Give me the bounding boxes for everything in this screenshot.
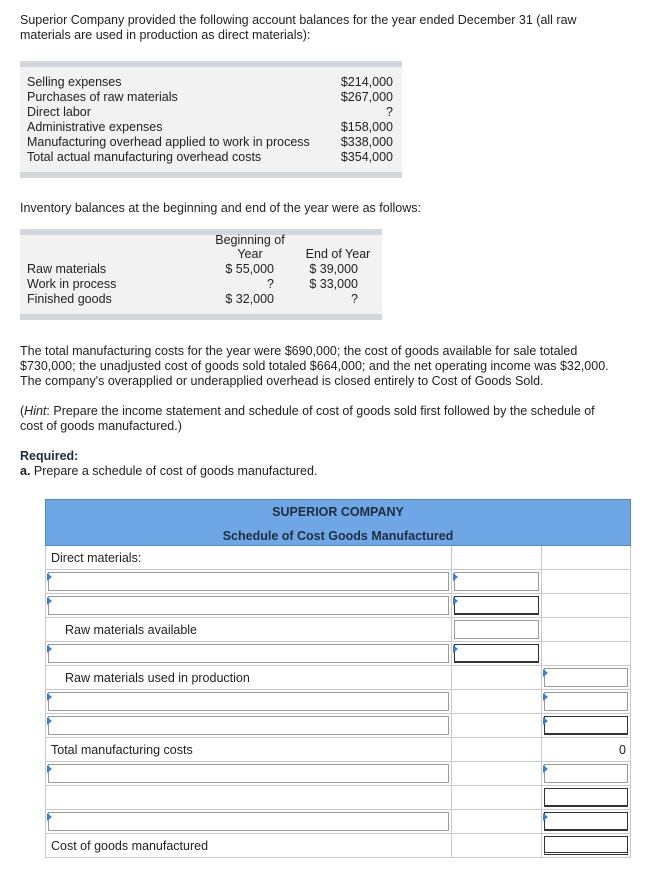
account-label: Total actual manufacturing overhead costs bbox=[27, 150, 262, 164]
accounts-table-top-bar bbox=[20, 61, 402, 67]
amount-input[interactable] bbox=[544, 716, 628, 735]
dropdown-arrow-icon bbox=[47, 693, 52, 701]
hint-open: ( bbox=[20, 404, 25, 418]
label-input[interactable] bbox=[48, 764, 449, 783]
required-letter: a. bbox=[20, 464, 31, 478]
dropdown-arrow-icon bbox=[47, 717, 52, 725]
raw-materials-available-label: Raw materials available bbox=[65, 623, 198, 637]
total-manufacturing-costs-value: 0 bbox=[619, 743, 626, 757]
label-input[interactable] bbox=[48, 692, 449, 711]
account-label: Direct labor bbox=[27, 105, 91, 119]
inventory-row-begin: ? bbox=[267, 277, 274, 291]
paragraph-line-3: The company's overapplied or underapplied overhead is closed entirely to Cost of Goods Sold. bbox=[20, 374, 544, 388]
required-title: Required: bbox=[20, 449, 79, 463]
dropdown-arrow-icon bbox=[47, 813, 52, 821]
account-label: Selling expenses bbox=[27, 75, 122, 89]
input-arrow-icon bbox=[453, 645, 458, 653]
dropdown-arrow-icon bbox=[47, 573, 52, 581]
amount-input[interactable] bbox=[454, 644, 539, 663]
schedule-row bbox=[45, 810, 631, 834]
total-manufacturing-costs-label: Total manufacturing costs bbox=[51, 743, 193, 757]
raw-materials-used-input[interactable] bbox=[544, 668, 628, 687]
label-input[interactable] bbox=[48, 572, 449, 591]
inventory-row-label: Finished goods bbox=[27, 292, 112, 306]
schedule-row bbox=[45, 666, 631, 690]
amount-input[interactable] bbox=[454, 596, 539, 615]
input-arrow-icon bbox=[543, 717, 548, 725]
account-label: Administrative expenses bbox=[27, 120, 163, 134]
schedule-row bbox=[45, 690, 631, 714]
schedule-row bbox=[45, 834, 631, 858]
inventory-row-end: $ 39,000 bbox=[309, 262, 358, 276]
amount-input[interactable] bbox=[454, 572, 539, 591]
account-label: Purchases of raw materials bbox=[27, 90, 178, 104]
raw-materials-available-input[interactable] bbox=[454, 620, 539, 639]
input-arrow-icon bbox=[453, 573, 458, 581]
schedule-row bbox=[45, 642, 631, 666]
dropdown-arrow-icon bbox=[47, 645, 52, 653]
raw-materials-used-label: Raw materials used in production bbox=[65, 671, 250, 685]
hint-line-2: cost of goods manufactured.) bbox=[20, 419, 182, 433]
input-arrow-icon bbox=[543, 669, 548, 677]
label-input[interactable] bbox=[48, 812, 449, 831]
inventory-table-bottom-bar bbox=[20, 314, 382, 320]
accounts-table-bottom-bar bbox=[20, 172, 402, 178]
schedule-table bbox=[45, 499, 631, 860]
direct-materials-label: Direct materials: bbox=[51, 551, 142, 565]
intro-line-2: materials are used in production as direct materials): bbox=[20, 28, 311, 42]
cost-of-goods-manufactured-input[interactable] bbox=[544, 836, 628, 855]
hint-line-1 bbox=[20, 404, 595, 419]
schedule-title: Schedule of Cost Goods Manufactured bbox=[222, 529, 454, 543]
account-value: $354,000 bbox=[340, 150, 393, 164]
inventory-intro: Inventory balances at the beginning and end of the year were as follows: bbox=[20, 201, 421, 215]
schedule-row bbox=[45, 594, 631, 618]
label-input[interactable] bbox=[48, 644, 449, 663]
amount-input[interactable] bbox=[544, 812, 628, 831]
account-value: $338,000 bbox=[340, 135, 393, 149]
inventory-row-begin: $ 55,000 bbox=[225, 262, 274, 276]
schedule-row bbox=[45, 738, 631, 762]
schedule-row bbox=[45, 762, 631, 786]
required-text: Prepare a schedule of cost of goods manufactured. bbox=[33, 464, 318, 478]
amount-input[interactable] bbox=[544, 692, 628, 711]
schedule-header bbox=[45, 499, 631, 546]
input-arrow-icon bbox=[543, 813, 548, 821]
cost-of-goods-manufactured-label: Cost of goods manufactured bbox=[51, 839, 209, 853]
schedule-row bbox=[45, 714, 631, 738]
amount-input[interactable] bbox=[544, 788, 628, 807]
inventory-col-begin: Beginning of bbox=[215, 233, 285, 247]
input-arrow-icon bbox=[543, 693, 548, 701]
schedule-row bbox=[45, 618, 631, 642]
inventory-col-begin-year: Year bbox=[237, 247, 263, 261]
schedule-row bbox=[45, 546, 631, 570]
hint-rest: : Prepare the income statement and schedule of cost of goods sold first followed by the schedule of bbox=[46, 404, 595, 418]
schedule-row bbox=[45, 570, 631, 594]
amount-input[interactable] bbox=[544, 764, 628, 783]
schedule-row bbox=[45, 786, 631, 810]
label-input[interactable] bbox=[48, 716, 449, 735]
inventory-row-label: Raw materials bbox=[27, 262, 107, 276]
dropdown-arrow-icon bbox=[47, 597, 52, 605]
dropdown-arrow-icon bbox=[47, 765, 52, 773]
account-value: ? bbox=[386, 105, 393, 119]
paragraph-line-1: The total manufacturing costs for the year were $690,000; the cost of goods available for sale totaled bbox=[20, 344, 578, 358]
inventory-col-end: End of Year bbox=[305, 247, 371, 261]
account-value: $158,000 bbox=[340, 120, 393, 134]
paragraph-line-2: $730,000; the unadjusted cost of goods sold totaled $664,000; and the net operating income was $32,000. bbox=[20, 359, 609, 373]
account-label: Manufacturing overhead applied to work in process bbox=[27, 135, 310, 149]
input-arrow-icon bbox=[453, 597, 458, 605]
inventory-table-top-bar bbox=[20, 229, 382, 235]
inventory-row-begin: $ 32,000 bbox=[225, 292, 274, 306]
intro-line-1: Superior Company provided the following account balances for the year ended December 31 (all raw bbox=[20, 13, 577, 27]
required-item bbox=[20, 464, 317, 479]
inventory-row-end: $ 33,000 bbox=[309, 277, 358, 291]
hint-word: Hint bbox=[24, 404, 47, 418]
input-arrow-icon bbox=[543, 765, 548, 773]
inventory-row-end: ? bbox=[351, 292, 358, 306]
inventory-row-label: Work in process bbox=[27, 277, 117, 291]
label-input[interactable] bbox=[48, 596, 449, 615]
schedule-company: SUPERIOR COMPANY bbox=[272, 505, 404, 519]
account-value: $214,000 bbox=[340, 75, 393, 89]
account-value: $267,000 bbox=[340, 90, 393, 104]
